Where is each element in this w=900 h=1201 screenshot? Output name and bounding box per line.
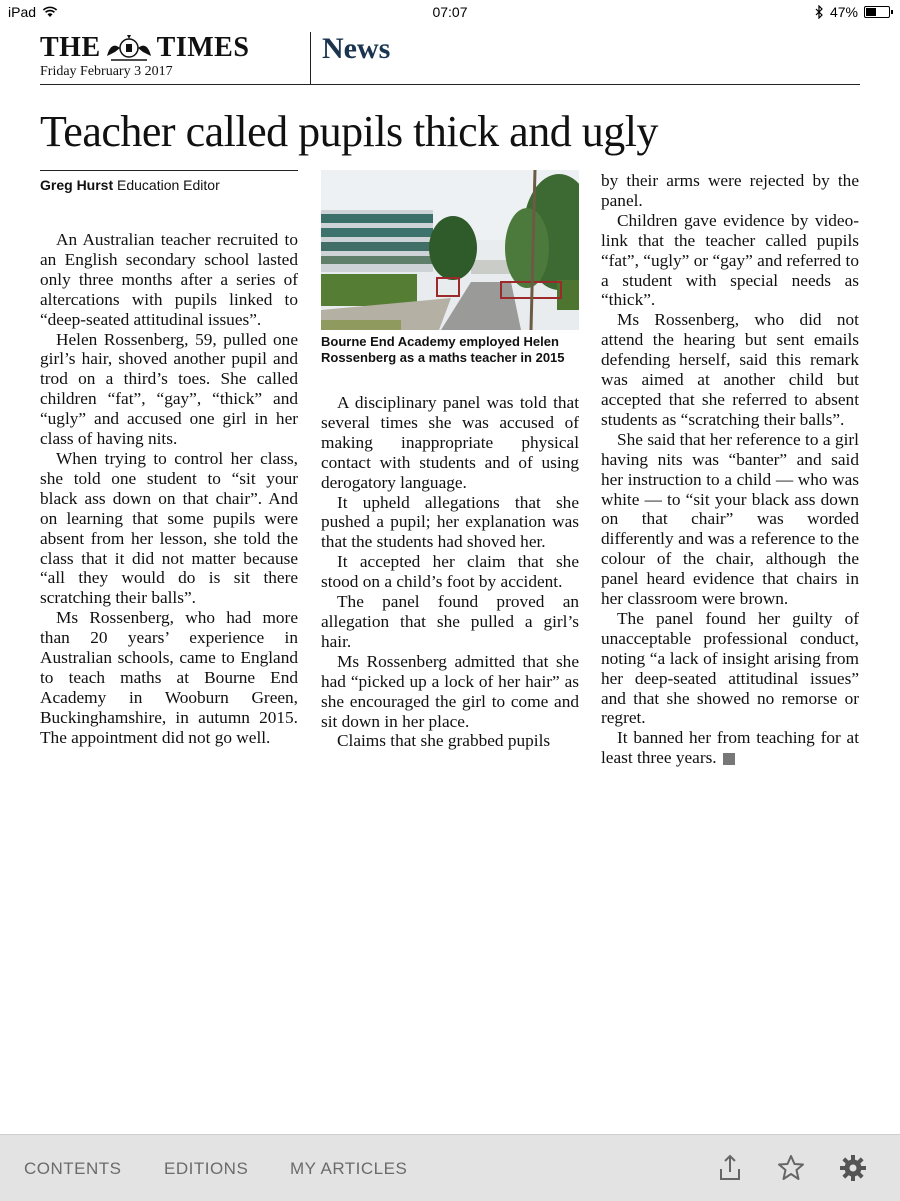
paragraph: It upheld allegations that she pushed a pupil; her explanation was that the students had shoved her. bbox=[321, 492, 579, 552]
paragraph: When trying to control her class, she told one student to “sit your black ass down on that chair”. And on learning that some pupils were absent from her lesson, she told the class that it did not matter because “all they would do is sit there scratching their balls”. bbox=[40, 448, 298, 608]
battery-percent: 47% bbox=[829, 4, 858, 20]
bluetooth-icon bbox=[815, 5, 824, 19]
tab-editions[interactable]: EDITIONS bbox=[164, 1159, 249, 1178]
paragraph: Ms Rossenberg, who did not attend the hearing but sent emails defending herself, said this remark was aimed at another child but accepted that she referred to absent students as “scratching their balls”. bbox=[601, 310, 859, 429]
masthead-divider bbox=[310, 32, 311, 84]
paragraph: She said that her reference to a girl having nits was “banter” and said her instruction to a child — who was white — to “sit your black ass down on that chair” was worded differently and was a reference to the colour of the chair, although the panel heard evidence that chairs in her classroom were brown. bbox=[601, 429, 859, 609]
byline-name: Greg Hurst bbox=[40, 177, 114, 193]
status-bar bbox=[0, 0, 900, 24]
masthead bbox=[40, 32, 860, 85]
paragraph: Ms Rossenberg admitted that she had “picked up a lock of her hair” as she encouraged the girl to come and sit down in her place. bbox=[321, 651, 579, 731]
article-headline: Teacher called pupils thick and ugly bbox=[40, 107, 658, 156]
share-icon[interactable] bbox=[715, 1153, 745, 1183]
paragraph-text: It banned her from teaching for at least three years. bbox=[601, 728, 859, 768]
paragraph-continuation: by their arms were rejected by the panel. bbox=[601, 171, 859, 210]
paragraph: It accepted her claim that she stood on a child’s foot by accident. bbox=[321, 552, 579, 592]
paragraph: The panel found her guilty of unacceptable professional conduct, noting “a lack of insight arising from her deep-seated attitudinal issues” and that she showed no remorse or regret. bbox=[601, 608, 859, 728]
paragraph: A disciplinary panel was told that several times she was accused of making inappropriate physical contact with students and of using derogatory language. bbox=[321, 393, 579, 492]
logo-word-times: TIMES bbox=[156, 32, 250, 63]
logo-word-the: THE bbox=[40, 32, 101, 63]
status-right bbox=[815, 4, 890, 20]
paragraph: Claims that she grabbed pupils bbox=[337, 731, 551, 751]
paragraph: Helen Rossenberg, 59, pulled one girl’s hair, shoved another pupil and trod on a third’s toes. She called children “fat”, “gay”, “thick” and “ugly” and accused one girl in her class of having nits. bbox=[40, 329, 298, 449]
paragraph: Ms Rossenberg, who had more than 20 years’ experience in Australian schools, came to England to teach maths at Bourne End Academy in Wooburn Green, Buckinghamshire, in autumn 2015. The appointment did not go well. bbox=[40, 608, 298, 747]
paragraph: Children gave evidence by video-link that the teacher called pupils “fat”, “ugly” or “gay” and referred to a student with special needs as “thick”. bbox=[601, 210, 859, 310]
times-logo bbox=[40, 32, 249, 64]
tab-my-articles[interactable]: MY ARTICLES bbox=[290, 1159, 408, 1178]
gear-icon[interactable] bbox=[838, 1153, 868, 1183]
article-column-3 bbox=[601, 171, 859, 768]
clock: 07:07 bbox=[432, 4, 468, 20]
paragraph: The panel found proved an allegation that she pulled a girl’s hair. bbox=[321, 592, 579, 651]
byline bbox=[40, 170, 298, 193]
byline-role: Education Editor bbox=[117, 177, 220, 193]
final-paragraph bbox=[601, 728, 859, 768]
star-icon[interactable] bbox=[776, 1153, 806, 1183]
bottom-tab-bar bbox=[0, 1134, 900, 1201]
tab-contents[interactable]: CONTENTS bbox=[24, 1159, 122, 1178]
crest-icon bbox=[105, 34, 153, 62]
article-column-2 bbox=[321, 393, 579, 751]
end-mark-icon bbox=[723, 753, 735, 765]
school-photo bbox=[321, 170, 579, 330]
section-title: News bbox=[322, 32, 391, 65]
device-name: iPad bbox=[8, 4, 37, 20]
photo-caption: Bourne End Academy employed Helen Rossenberg as a maths teacher in 2015 bbox=[321, 334, 565, 365]
article-column-1 bbox=[40, 230, 298, 748]
battery-icon bbox=[864, 6, 890, 18]
issue-date: Friday February 3 2017 bbox=[40, 64, 173, 79]
paragraph: An Australian teacher recruited to an English secondary school lasted only three months after a series of altercations with pupils linked to “deep-seated attitudinal issues”. bbox=[40, 230, 298, 329]
